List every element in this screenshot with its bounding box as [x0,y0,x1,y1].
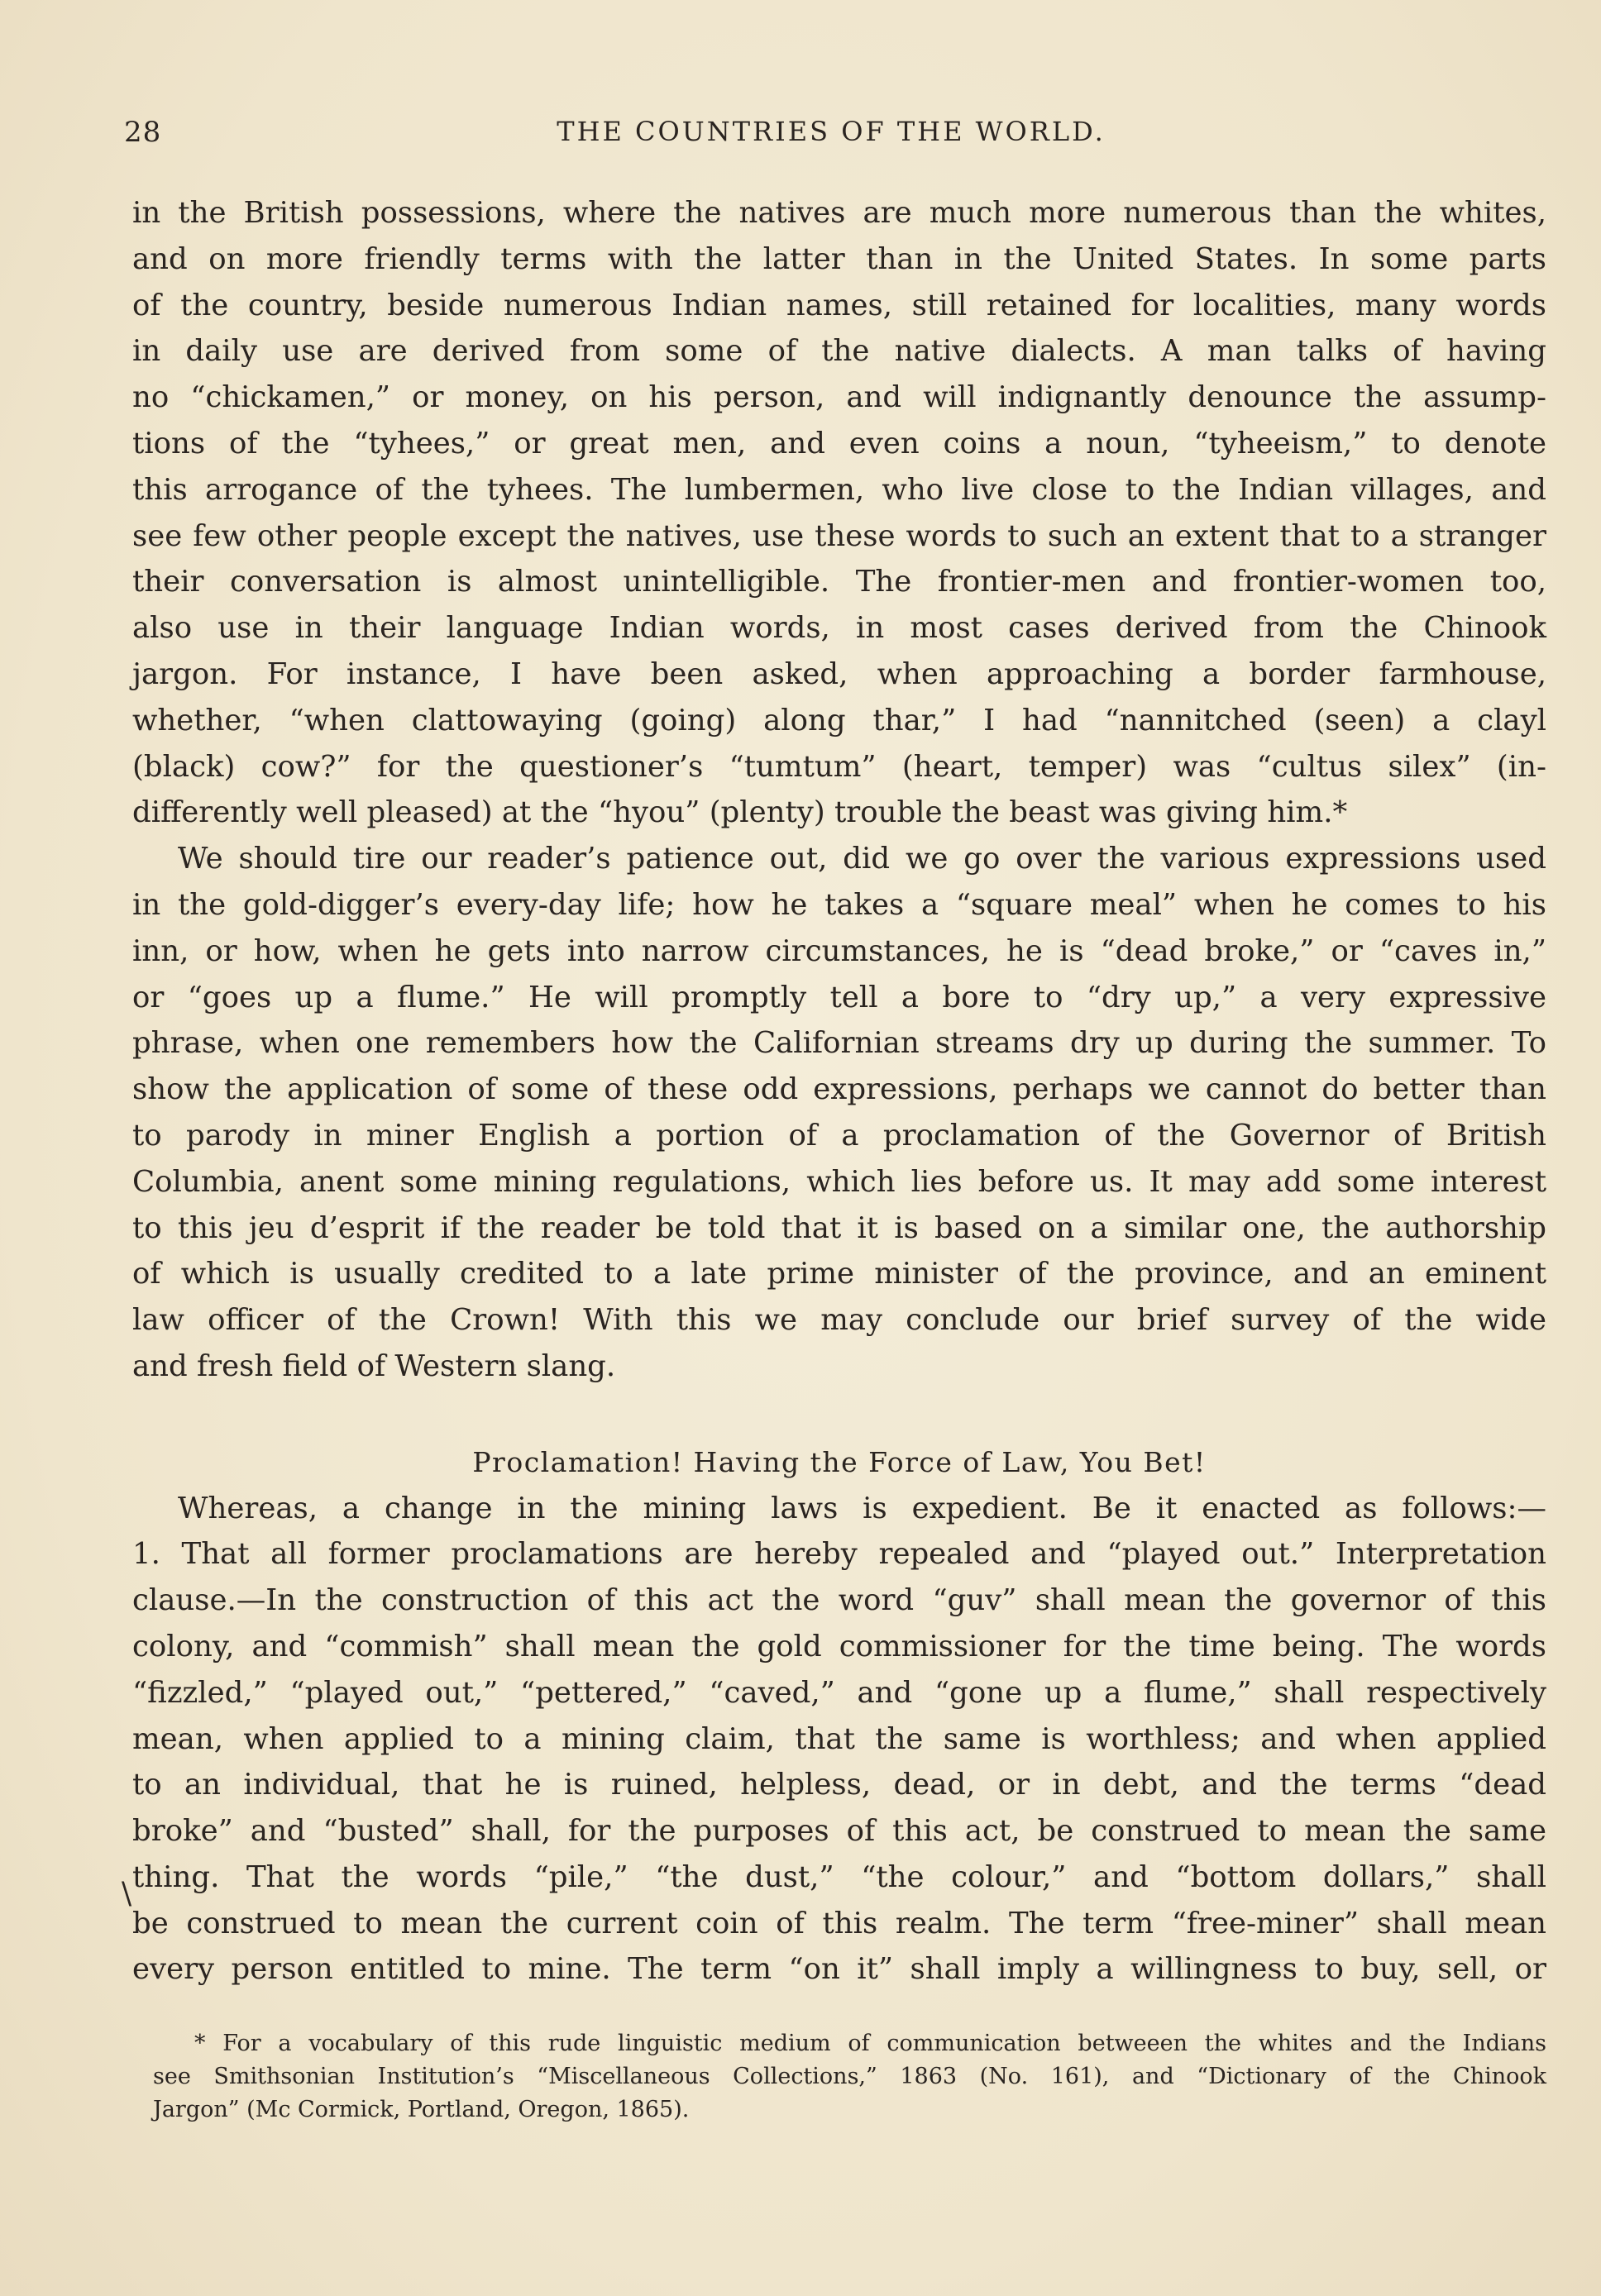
text-line: in daily use are derived from some of the native dialects. A man talks of having [132,334,1546,369]
text-line: jargon. For instance, I have been asked, when approaching a border farmhouse, [132,656,1546,691]
text-line: tions of the “tyhees,” or great men, and even coins a noun, “tyheeism,” to denote [132,426,1546,461]
section-heading: Proclamation! Having the Force of Law, You Bet! [472,1445,1207,1478]
text-line: (black) cow?” for the questioner’s “tumtum” (heart, temper) was “cultus silex” (in- [132,749,1546,784]
text-line: “fizzled,” “played out,” “pettered,” “caved,” and “gone up a flume,” shall respectively [132,1675,1546,1710]
text-line: We should tire our reader’s patience out, did we go over the various expressions used [178,842,1546,876]
text-line: differently well pleased) at the “hyou” (plenty) trouble the beast was giving him.* [132,795,1348,830]
text-line: colony, and “commish” shall mean the gold commissioner for the time being. The words [132,1629,1546,1664]
text-line: no “chickamen,” or money, on his person, and will indignantly denounce the assump- [132,380,1546,415]
text-line: whether, “when clattowaying (going) along thar,” I had “nannitched (seen) a clayl [132,703,1546,737]
text-line: broke” and “busted” shall, for the purposes of this act, be construed to mean the same [132,1814,1546,1849]
text-line: law officer of the Crown! With this we may conclude our brief survey of the wide [132,1303,1546,1338]
text-line: inn, or how, when he gets into narrow circumstances, he is “dead broke,” or “caves in,” [132,933,1546,968]
text-line: see few other people except the natives, use these words to such an extent that to a stranger [132,518,1546,553]
footnote-line: * For a vocabulary of this rude linguistic medium of communication betweeen the whites and the Indians [194,2031,1546,2056]
text-line: mean, when applied to a mining claim, that the same is worthless; and when applied [132,1721,1546,1756]
page-header [124,116,1538,157]
text-line: 1. That all former proclamations are hereby repealed and “played out.” Interpretation [132,1537,1546,1572]
margin-mark: \ [122,1877,132,1911]
text-line: also use in their language Indian words, in most cases derived from the Chinook [132,611,1546,646]
text-line: to an individual, that he is ruined, helpless, dead, or in debt, and the terms “dead [132,1768,1546,1802]
text-line: of the country, beside numerous Indian names, still retained for localities, many words [132,288,1546,322]
text-line: be construed to mean the current coin of this realm. The term “free-miner” shall mean [132,1906,1546,1940]
text-line: this arrogance of the tyhees. The lumbermen, who live close to the Indian villages, and [132,472,1546,507]
text-line: and fresh field of Western slang. [132,1348,616,1383]
text-line: of which is usually credited to a late prime minister of the province, and an eminent [132,1257,1546,1291]
text-line: in the British possessions, where the natives are much more numerous than the whites, [132,196,1546,230]
page-number: 28 [124,116,162,149]
footnote-line: Jargon” (Mc Cormick, Portland, Oregon, 1865). [153,2097,690,2122]
text-line: to this jeu d’esprit if the reader be told that it is based on a similar one, the authorship [132,1210,1546,1245]
text-line: or “goes up a flume.” He will promptly tell a bore to “dry up,” a very expressive [132,980,1546,1014]
footnote [153,2027,1546,2127]
text-line: and on more friendly terms with the latter than in the United States. In some parts [132,241,1546,276]
body-text [132,190,1546,1993]
text-line: show the application of some of these odd expressions, perhaps we cannot do better than [132,1072,1546,1107]
text-line: Columbia, anent some mining regulations, which lies before us. It may add some interest [132,1164,1546,1199]
text-line: Whereas, a change in the mining laws is expedient. Be it enacted as follows:— [178,1491,1546,1525]
text-line: in the gold-digger’s every-day life; how he takes a “square meal” when he comes to his [132,887,1546,922]
text-line: to parody in miner English a portion of a proclamation of the Governor of British [132,1118,1546,1153]
text-line: every person entitled to mine. The term “on it” shall imply a willingness to buy, sell, or [132,1952,1546,1987]
text-line: phrase, when one remembers how the Californian streams dry up during the summer. To [132,1026,1546,1061]
running-head: THE COUNTRIES OF THE WORLD. [557,116,1106,147]
footnote-line: see Smithsonian Institution’s “Miscellaneous Collections,” 1863 (No. 161), and “Dictionary of the Chinook [153,2064,1546,2089]
text-line: thing. That the words “pile,” “the dust,” “the colour,” and “bottom dollars,” shall [132,1859,1546,1894]
text-line: their conversation is almost unintelligible. The frontier-men and frontier-women too, [132,565,1546,599]
text-line: clause.—In the construction of this act the word “guv” shall mean the governor of this [132,1583,1546,1618]
